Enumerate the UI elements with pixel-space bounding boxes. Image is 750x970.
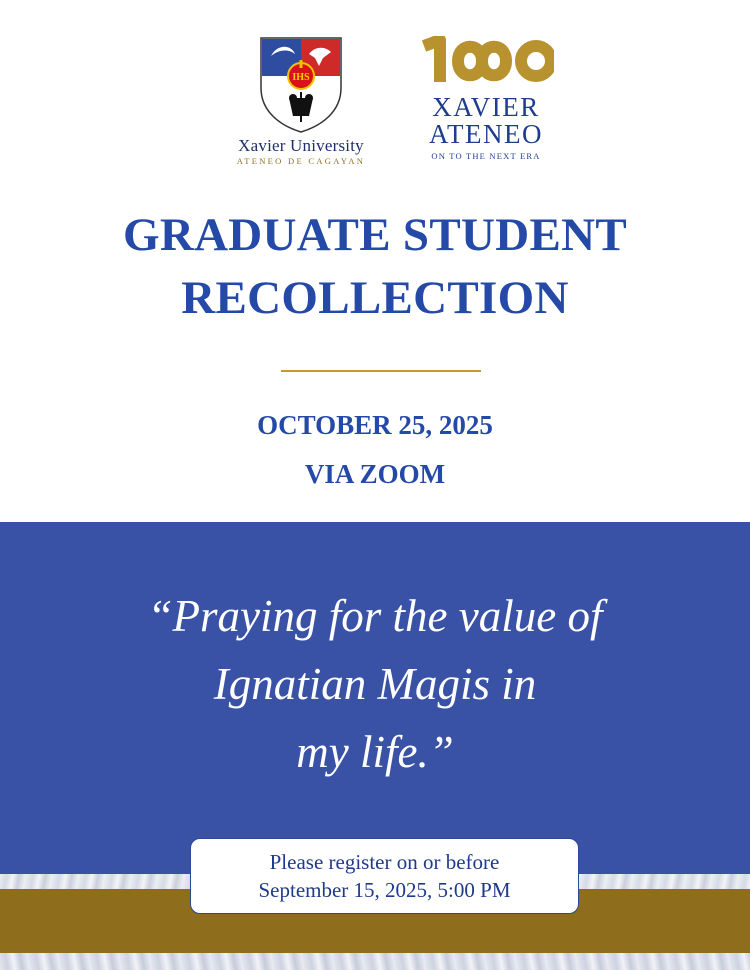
university-seal-icon [259, 36, 343, 134]
centennial-tagline: ON TO THE NEXT ERA [431, 151, 541, 161]
registration-deadline: September 15, 2025, 5:00 PM [258, 878, 511, 902]
title-divider [281, 370, 481, 372]
quote-line-1: “Praying for the value of [147, 591, 603, 641]
registration-line-1: Please register on or before [269, 850, 500, 874]
event-title-line-2: RECOLLECTION [181, 272, 569, 324]
university-subtitle: ATENEO DE CAGAYAN [236, 156, 366, 166]
event-title-line-1: GRADUATE STUDENT [122, 209, 628, 261]
quote-line-2: Ignatian Magis in [213, 659, 537, 709]
centennial-line-1: XAVIER [432, 92, 540, 122]
centennial-logo [416, 36, 556, 161]
university-name: Xavier University [238, 136, 364, 155]
xavier-university-logo [228, 36, 374, 166]
centennial-line-2: ATENEO [429, 119, 543, 149]
event-venue: VIA ZOOM [304, 459, 446, 489]
centennial-100-icon [418, 36, 554, 86]
event-date: OCTOBER 25, 2025 [257, 410, 493, 440]
quote-line-3: my life.” [296, 727, 454, 777]
theme-quote [0, 582, 750, 786]
svg-text:IHS: IHS [292, 72, 310, 83]
registration-notice [190, 838, 579, 914]
marble-strip-bottom [0, 953, 750, 970]
